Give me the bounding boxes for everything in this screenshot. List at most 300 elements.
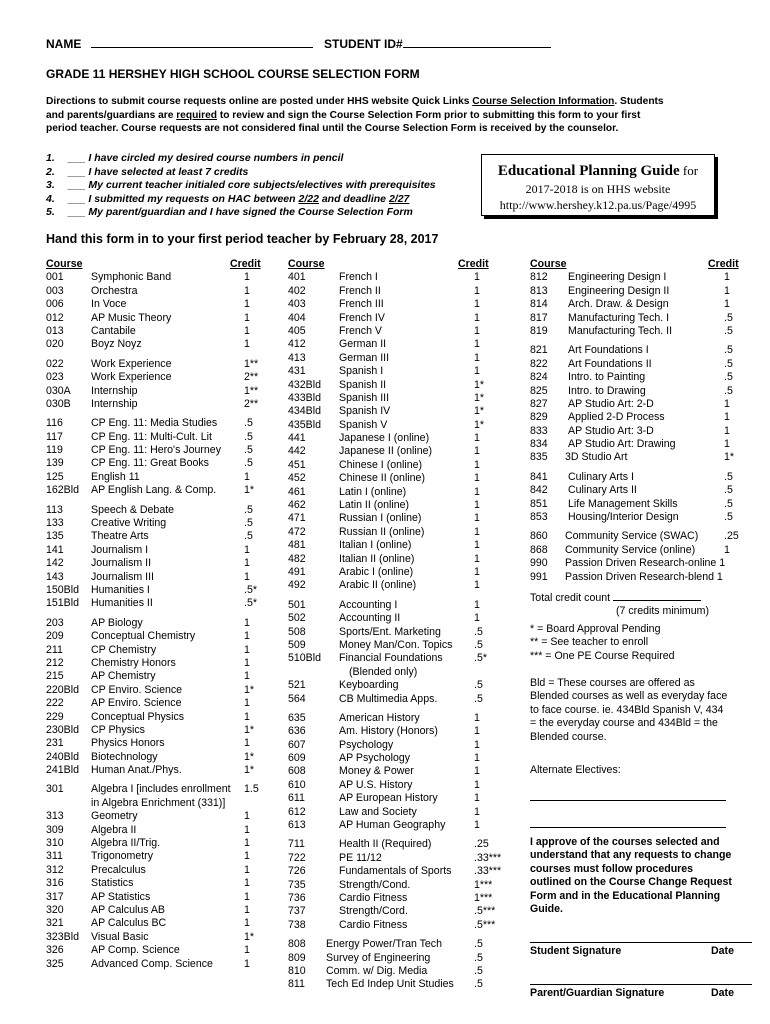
course-number: 431 (288, 365, 306, 378)
course-row[interactable] (46, 504, 276, 517)
course-row[interactable] (288, 312, 498, 325)
course-row[interactable] (288, 579, 498, 592)
parent-date-label: Date (711, 987, 734, 999)
course-row[interactable] (288, 666, 498, 679)
course-row[interactable] (288, 365, 498, 378)
course-row[interactable] (46, 457, 276, 470)
course-credit: 1* (244, 764, 255, 777)
course-number: 432Bld (288, 378, 321, 391)
course-row[interactable] (288, 919, 498, 932)
course-row[interactable] (530, 544, 755, 557)
course-credit: 1 (474, 552, 480, 565)
course-name: Art Foundations I (568, 344, 649, 357)
course-column-2 (288, 258, 502, 992)
course-credit: 1 (474, 445, 480, 458)
course-name: Advanced Comp. Science (91, 957, 213, 970)
course-row[interactable] (288, 892, 498, 905)
course-row[interactable] (288, 512, 498, 525)
course-name: CP Eng. 11: Hero's Journey (91, 444, 222, 457)
course-number: 125 (46, 470, 64, 483)
course-selection-info-link[interactable]: Course Selection Information (472, 96, 615, 107)
alternate-electives-label: Alternate Electives: (530, 764, 621, 776)
course-credit: 1** (244, 357, 259, 370)
course-number: 611 (288, 792, 305, 805)
course-name: Arabic II (online) (339, 579, 417, 592)
course-name: Symphonic Band (91, 271, 172, 284)
course-name: Life Management Skills (568, 497, 678, 510)
course-row[interactable] (46, 271, 276, 284)
course-row[interactable] (46, 670, 276, 683)
course-name: Engineering Design I (568, 271, 667, 284)
course-row[interactable] (288, 539, 498, 552)
course-row[interactable] (46, 417, 276, 430)
course-credit: 1 (244, 863, 250, 876)
checklist-item[interactable]: 5. ___ My parent/guardian and I have signed the Course Selection Form (46, 206, 413, 218)
course-header: Course (288, 258, 325, 270)
course-row[interactable] (46, 958, 276, 971)
course-row[interactable] (46, 630, 276, 643)
course-row[interactable] (288, 486, 498, 499)
course-credit: 1 (474, 765, 480, 778)
course-row[interactable] (46, 644, 276, 657)
course-credit: .5 (474, 938, 483, 951)
course-row[interactable] (46, 697, 276, 710)
course-credit: .25 (474, 838, 489, 851)
student-date-label: Date (711, 945, 734, 957)
course-row[interactable] (288, 298, 498, 311)
course-credit: .5 (244, 503, 253, 516)
course-row[interactable] (46, 584, 276, 597)
course-credit: .5 (724, 371, 733, 384)
course-name: Accounting I (339, 598, 398, 611)
course-row[interactable] (530, 285, 755, 298)
total-credit-label: Total credit count (530, 592, 611, 604)
course-row[interactable] (46, 917, 276, 930)
course-name: Creative Writing (91, 517, 167, 530)
course-number: 117 (46, 430, 63, 443)
course-name: Journalism II (91, 557, 152, 570)
course-row[interactable] (46, 398, 276, 411)
course-row[interactable] (46, 312, 276, 325)
course-number: 722 (288, 851, 306, 864)
course-row[interactable] (288, 725, 498, 738)
course-name: Accounting II (339, 612, 401, 625)
course-name: Financial Foundations (339, 652, 443, 665)
course-row[interactable] (530, 298, 755, 311)
course-row[interactable] (530, 385, 755, 398)
course-name: 3D Studio Art (565, 451, 628, 464)
course-credit: 1* (474, 378, 485, 391)
course-number: 326 (46, 944, 64, 957)
course-credit: 1*** (474, 878, 493, 891)
course-credit: 1 (724, 543, 730, 556)
course-credit: 1 (244, 710, 250, 723)
course-row[interactable] (288, 405, 498, 418)
course-row[interactable] (288, 285, 498, 298)
course-row[interactable] (288, 419, 498, 432)
course-row[interactable] (46, 385, 276, 398)
course-number: 613 (288, 819, 306, 832)
guide-title: Educational Planning Guide (497, 163, 680, 179)
course-row[interactable] (530, 411, 755, 424)
course-number: 403 (288, 298, 306, 311)
course-number: 726 (288, 865, 306, 878)
student-signature-line[interactable] (530, 942, 752, 943)
course-row[interactable] (530, 358, 755, 371)
course-credit: 1 (474, 311, 480, 324)
course-number: 737 (288, 905, 306, 918)
course-row[interactable] (288, 459, 498, 472)
guide-url-link[interactable]: http://www.hershey.k12.pa.us/Page/4995 (499, 198, 697, 212)
course-number: 829 (530, 411, 548, 424)
course-row[interactable] (46, 517, 276, 530)
course-row[interactable] (288, 879, 498, 892)
course-number: 824 (530, 371, 548, 384)
course-name: Chemistry Honors (91, 656, 176, 669)
course-row[interactable] (46, 944, 276, 957)
course-name: CB Multimedia Apps. (339, 692, 438, 705)
course-row[interactable] (46, 285, 276, 298)
course-name: PE 11/12 (339, 851, 382, 864)
course-row[interactable] (288, 905, 498, 918)
course-credit: 1 (474, 539, 480, 552)
course-name: CP Enviro. Science (91, 683, 183, 696)
course-credit: .5 (244, 430, 253, 443)
course-row[interactable] (46, 931, 276, 944)
course-number: 510Bld (288, 652, 321, 665)
course-number: 738 (288, 918, 306, 931)
course-row[interactable] (530, 511, 755, 524)
course-name: Spanish II (339, 378, 387, 391)
course-row[interactable] (46, 797, 276, 810)
course-number: 472 (288, 525, 306, 538)
course-row[interactable] (288, 612, 498, 625)
course-row[interactable] (46, 751, 276, 764)
course-row[interactable] (46, 724, 276, 737)
course-number: 212 (46, 656, 64, 669)
course-name: Humanities I (91, 583, 150, 596)
course-row[interactable] (46, 530, 276, 543)
course-credit: 1 (474, 565, 480, 578)
course-row[interactable] (530, 398, 755, 411)
course-row[interactable] (530, 344, 755, 357)
course-row[interactable] (530, 471, 755, 484)
course-row[interactable] (46, 810, 276, 823)
course-row[interactable] (46, 891, 276, 904)
course-row[interactable] (530, 325, 755, 338)
course-number: 508 (288, 625, 306, 638)
course-name: Culinary Arts I (568, 470, 634, 483)
course-row[interactable] (530, 425, 755, 438)
course-name: Russian I (online) (339, 512, 422, 525)
course-row[interactable] (288, 626, 498, 639)
course-row[interactable] (288, 865, 502, 878)
course-row[interactable] (46, 783, 276, 796)
course-credit: 1* (474, 418, 485, 431)
course-row[interactable] (288, 271, 498, 284)
course-row[interactable] (46, 617, 276, 630)
course-name: Manufacturing Tech. II (568, 324, 673, 337)
course-row[interactable] (288, 679, 498, 692)
course-number: 435Bld (288, 418, 321, 431)
course-number: 461 (288, 485, 306, 498)
course-name: Health II (Required) (339, 838, 432, 851)
course-row[interactable] (46, 877, 276, 890)
course-row[interactable] (46, 837, 276, 850)
course-number: 521 (288, 679, 306, 692)
course-row[interactable] (288, 325, 498, 338)
course-row[interactable] (46, 684, 276, 697)
course-row[interactable] (288, 445, 498, 458)
course-credit: 1 (724, 284, 730, 297)
alternate-elective-line-2[interactable] (530, 827, 726, 828)
course-row[interactable] (46, 298, 276, 311)
course-credit: 1 (474, 725, 480, 738)
course-name: AP Studio Art: 3-D (568, 424, 654, 437)
course-row[interactable] (288, 819, 498, 832)
course-row[interactable] (288, 652, 498, 665)
course-name: French III (339, 298, 384, 311)
course-credit: 1 (244, 670, 250, 683)
course-name: Work Experience (91, 357, 172, 370)
course-credit: .5 (244, 444, 253, 457)
course-number: 433Bld (288, 391, 321, 404)
course-credit: 1 (474, 432, 480, 445)
student-id-input-line[interactable] (403, 36, 551, 48)
course-name: French I (339, 271, 378, 284)
course-name: Precalculus (91, 863, 146, 876)
course-name: German II (339, 338, 387, 351)
alternate-elective-line-1[interactable] (530, 800, 726, 801)
course-name: AP Studio Art: 2-D (568, 397, 654, 410)
checklist-item[interactable]: 1. ___ I have circled my desired course numbers in pencil (46, 152, 344, 164)
credit-minimum: (7 credits minimum) (616, 605, 710, 618)
course-credit: 1 (474, 324, 480, 337)
course-number: 491 (288, 565, 306, 578)
course-row[interactable] (46, 325, 276, 338)
course-row[interactable] (530, 557, 755, 570)
course-name: CP Physics (91, 723, 145, 736)
course-row[interactable] (46, 824, 276, 837)
course-credit: 1 (244, 903, 250, 916)
course-name: AP Comp. Science (91, 944, 180, 957)
course-row[interactable] (288, 352, 498, 365)
course-row[interactable] (288, 379, 498, 392)
course-row[interactable] (46, 338, 276, 351)
total-credit-input[interactable] (613, 590, 701, 601)
legend-item: *** = One PE Course Required (530, 649, 675, 662)
course-number: 230Bld (46, 723, 79, 736)
course-row[interactable] (46, 764, 276, 777)
course-name: Statistics (91, 877, 134, 890)
course-number: 610 (288, 778, 306, 791)
course-credit: .5 (244, 517, 253, 530)
course-row[interactable] (530, 271, 755, 284)
course-name: Housing/Interior Design (568, 511, 679, 524)
course-row[interactable] (288, 806, 498, 819)
course-row[interactable] (288, 566, 498, 579)
course-row[interactable] (288, 392, 498, 405)
course-name: Survey of Engineering (326, 951, 431, 964)
course-row[interactable] (288, 599, 498, 612)
course-row[interactable] (530, 498, 755, 511)
course-name: French IV (339, 311, 385, 324)
course-row[interactable] (46, 571, 276, 584)
course-number: 020 (46, 338, 64, 351)
course-name: Community Service (online) (565, 543, 696, 556)
course-name: Geometry (91, 810, 138, 823)
course-number: 868 (530, 543, 548, 556)
course-header: Course (530, 258, 567, 270)
course-row[interactable] (288, 952, 498, 965)
total-credit-block (530, 590, 750, 619)
course-number: 220Bld (46, 683, 79, 696)
course-credit: .5* (244, 597, 257, 610)
course-row[interactable] (288, 765, 498, 778)
course-number: 316 (46, 877, 64, 890)
course-row[interactable] (46, 471, 276, 484)
course-row[interactable] (46, 544, 276, 557)
course-credit: 1 (474, 738, 480, 751)
course-row[interactable] (46, 444, 276, 457)
course-row[interactable] (530, 312, 755, 325)
course-row[interactable] (46, 431, 276, 444)
credit-header: Credit (708, 258, 739, 270)
course-row[interactable] (46, 864, 276, 877)
course-name: Tech Ed Indep Unit Studies (326, 978, 454, 991)
course-credit: 1 (244, 890, 250, 903)
course-row[interactable] (288, 499, 498, 512)
course-row[interactable] (288, 752, 498, 765)
course-name: AP Chemistry (91, 670, 156, 683)
course-row[interactable] (46, 850, 276, 863)
course-credit: 1 (474, 298, 480, 311)
course-number: 810 (288, 964, 306, 977)
name-input-line[interactable] (91, 36, 313, 48)
course-number: 023 (46, 371, 64, 384)
course-credit: 1 (724, 298, 730, 311)
course-name: Culinary Arts II (568, 484, 637, 497)
course-row[interactable] (288, 965, 498, 978)
course-credit: 1** (244, 384, 259, 397)
course-name: Speech & Debate (91, 503, 175, 516)
course-name: in Algebra Enrichment (331)] (91, 796, 226, 809)
course-name: Intro. to Drawing (568, 384, 646, 397)
course-name: Spanish III (339, 391, 390, 404)
course-row[interactable] (288, 526, 498, 539)
checklist-item[interactable]: 3. ___ My current teacher initialed core subjects/electives with prerequisites (46, 179, 436, 191)
course-row[interactable] (288, 851, 502, 865)
course-row[interactable] (46, 597, 276, 610)
course-number: 607 (288, 738, 306, 751)
course-number: 309 (46, 823, 64, 836)
course-name: Boyz Noyz (91, 338, 142, 351)
course-row[interactable] (530, 451, 755, 464)
course-name: French V (339, 324, 382, 337)
course-name: Algebra II (91, 823, 137, 836)
course-row[interactable] (288, 978, 498, 991)
course-number: 141 (46, 543, 64, 556)
course-row[interactable] (288, 472, 498, 485)
course-row[interactable] (46, 737, 276, 750)
course-name: CP Chemistry (91, 643, 157, 656)
course-number: 814 (530, 298, 548, 311)
parent-signature-line[interactable] (530, 984, 752, 985)
course-credit: 1 (474, 819, 480, 832)
legend (530, 623, 750, 663)
course-name: Community Service (SWAC) (565, 530, 699, 543)
course-row[interactable] (46, 484, 276, 497)
course-name: Latin I (online) (339, 485, 407, 498)
course-name: Russian II (online) (339, 525, 425, 538)
course-row[interactable] (46, 657, 276, 670)
checklist-item[interactable]: 2. ___ I have selected at least 7 credits (46, 165, 249, 178)
course-row[interactable] (530, 484, 755, 497)
course-number: 310 (46, 837, 64, 850)
course-row[interactable] (46, 358, 276, 371)
course-row[interactable] (288, 553, 498, 566)
course-credit: 1 (244, 850, 250, 863)
course-name: American History (339, 711, 420, 724)
course-row[interactable] (288, 838, 498, 851)
course-number: 320 (46, 903, 64, 916)
course-number: 451 (288, 458, 306, 471)
parent-signature-label: Parent/Guardian Signature (530, 987, 665, 999)
course-name: Passion Driven Research-blend 1 (565, 570, 723, 583)
course-row[interactable] (46, 904, 276, 917)
course-row[interactable] (288, 712, 498, 725)
course-row[interactable] (288, 639, 498, 652)
course-row[interactable] (288, 739, 498, 752)
course-number: 012 (46, 311, 64, 324)
course-name: Trigonometry (91, 850, 154, 863)
course-credit: 1 (474, 579, 480, 592)
course-row[interactable] (288, 779, 498, 792)
course-row[interactable] (530, 571, 755, 584)
course-row[interactable] (288, 792, 498, 805)
course-row[interactable] (288, 693, 498, 706)
course-name: AP English Lang. & Comp. (91, 484, 217, 497)
course-credit: .5* (244, 583, 257, 596)
course-row[interactable] (288, 938, 498, 951)
course-name: German III (339, 351, 390, 364)
course-credit: 1 (244, 823, 250, 836)
checklist-item[interactable]: 4. ___ I submitted my requests on HAC between 2/22 and deadline 2/27 (46, 192, 410, 205)
course-number: 827 (530, 397, 548, 410)
course-name: Comm. w/ Dig. Media (326, 964, 428, 977)
course-credit: 1* (724, 451, 735, 464)
course-row[interactable] (46, 557, 276, 570)
course-row[interactable] (46, 371, 276, 384)
course-row[interactable] (288, 432, 498, 445)
course-name: Passion Driven Research-online 1 (565, 557, 726, 570)
course-number: 481 (288, 539, 306, 552)
course-row[interactable] (530, 371, 755, 384)
course-credit: .33*** (474, 851, 502, 864)
course-number: 991 (530, 570, 548, 583)
course-name: Law and Society (339, 805, 417, 818)
course-number: 312 (46, 863, 64, 876)
course-row[interactable] (530, 530, 755, 543)
course-credit: 1 (244, 737, 250, 750)
course-name: AP Biology (91, 616, 143, 629)
course-number: 229 (46, 710, 64, 723)
course-row[interactable] (46, 711, 276, 724)
course-credit: 1 (474, 485, 480, 498)
course-number: 116 (46, 417, 63, 430)
course-row[interactable] (288, 338, 498, 351)
course-row[interactable] (530, 438, 755, 451)
